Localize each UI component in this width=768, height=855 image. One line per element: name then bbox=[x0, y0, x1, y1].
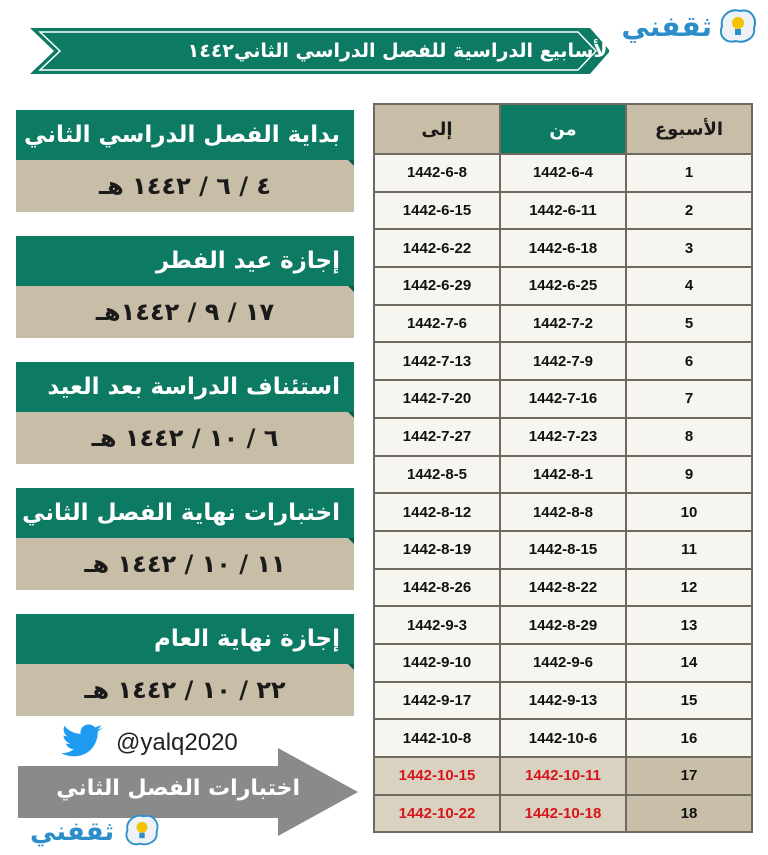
title-banner bbox=[30, 28, 614, 96]
card-date: ٦ / ١٠ / ١٤٤٢ هـ bbox=[16, 412, 354, 464]
twitter-handle[interactable]: @yalq2020 bbox=[116, 729, 238, 756]
table-row bbox=[374, 644, 752, 682]
cell-to: 1442-7-13 bbox=[374, 342, 500, 380]
cell-to: 1442-8-5 bbox=[374, 456, 500, 494]
card-semester-start bbox=[16, 110, 354, 212]
cell-week: 5 bbox=[626, 305, 752, 343]
cell-week: 8 bbox=[626, 418, 752, 456]
cell-week: 1 bbox=[626, 154, 752, 192]
cell-from: 1442-6-25 bbox=[500, 267, 626, 305]
cell-week: 10 bbox=[626, 493, 752, 531]
cell-from: 1442-8-22 bbox=[500, 569, 626, 607]
cell-to: 1442-9-17 bbox=[374, 682, 500, 720]
table-row bbox=[374, 305, 752, 343]
table-row bbox=[374, 154, 752, 192]
cell-to: 1442-6-15 bbox=[374, 192, 500, 230]
card-title: إجازة نهاية العام bbox=[16, 614, 354, 664]
table-row bbox=[374, 267, 752, 305]
table-row bbox=[374, 229, 752, 267]
cell-week: 11 bbox=[626, 531, 752, 569]
card-date: ٢٢ / ١٠ / ١٤٤٢ هـ bbox=[16, 664, 354, 716]
brand-logo-footer bbox=[30, 810, 162, 854]
cell-to: 1442-8-19 bbox=[374, 531, 500, 569]
cell-to: 1442-7-20 bbox=[374, 380, 500, 418]
card-title: استئناف الدراسة بعد العيد bbox=[16, 362, 354, 412]
cell-from: 1442-9-13 bbox=[500, 682, 626, 720]
cell-to: 1442-8-12 bbox=[374, 493, 500, 531]
cell-from: 1442-7-23 bbox=[500, 418, 626, 456]
cell-to: 1442-9-10 bbox=[374, 644, 500, 682]
lightbulb-icon bbox=[716, 4, 760, 48]
cell-from: 1442-6-18 bbox=[500, 229, 626, 267]
card-year-end-holiday bbox=[16, 614, 354, 716]
table-row bbox=[374, 606, 752, 644]
table-row bbox=[374, 418, 752, 456]
card-date: ١٧ / ٩ / ١٤٤٢هـ bbox=[16, 286, 354, 338]
cell-week: 9 bbox=[626, 456, 752, 494]
cell-from: 1442-6-11 bbox=[500, 192, 626, 230]
cell-from: 1442-7-9 bbox=[500, 342, 626, 380]
table-body bbox=[374, 154, 752, 832]
cell-from: 1442-7-2 bbox=[500, 305, 626, 343]
cell-to: 1442-9-3 bbox=[374, 606, 500, 644]
table-header-row bbox=[374, 104, 752, 154]
cell-week: 4 bbox=[626, 267, 752, 305]
table-row bbox=[374, 795, 752, 833]
cell-to: 1442-10-8 bbox=[374, 719, 500, 757]
table-row bbox=[374, 192, 752, 230]
cell-to: 1442-6-8 bbox=[374, 154, 500, 192]
weeks-table bbox=[373, 103, 751, 833]
cell-week: 14 bbox=[626, 644, 752, 682]
table-row bbox=[374, 342, 752, 380]
table-row bbox=[374, 569, 752, 607]
cell-week: 3 bbox=[626, 229, 752, 267]
cell-from: 1442-9-6 bbox=[500, 644, 626, 682]
cell-week: 17 bbox=[626, 757, 752, 795]
card-final-exams bbox=[16, 488, 354, 590]
card-study-resume bbox=[16, 362, 354, 464]
table-row bbox=[374, 380, 752, 418]
table-row bbox=[374, 493, 752, 531]
logo-text: ثقفني bbox=[621, 9, 712, 43]
cell-to: 1442-6-29 bbox=[374, 267, 500, 305]
cell-to: 1442-8-26 bbox=[374, 569, 500, 607]
cell-from: 1442-6-4 bbox=[500, 154, 626, 192]
column-header-from: من bbox=[500, 104, 626, 154]
cell-week: 18 bbox=[626, 795, 752, 833]
cell-week: 2 bbox=[626, 192, 752, 230]
card-eid-holiday bbox=[16, 236, 354, 338]
logo-text: ثقفني bbox=[30, 817, 115, 847]
cell-from: 1442-10-18 bbox=[500, 795, 626, 833]
cell-week: 6 bbox=[626, 342, 752, 380]
column-header-to: إلى bbox=[374, 104, 500, 154]
page-title: الأسابيع الدراسية للفصل الدراسي الثاني١٤٤٢ هـ bbox=[187, 40, 614, 96]
table-row bbox=[374, 719, 752, 757]
brand-logo bbox=[621, 4, 760, 48]
cell-from: 1442-8-8 bbox=[500, 493, 626, 531]
cell-to: 1442-7-6 bbox=[374, 305, 500, 343]
card-date: ١١ / ١٠ / ١٤٤٢ هـ bbox=[16, 538, 354, 590]
cell-from: 1442-8-1 bbox=[500, 456, 626, 494]
cell-from: 1442-7-16 bbox=[500, 380, 626, 418]
card-title: بداية الفصل الدراسي الثاني bbox=[16, 110, 354, 160]
cell-to: 1442-6-22 bbox=[374, 229, 500, 267]
cell-week: 7 bbox=[626, 380, 752, 418]
table-row bbox=[374, 757, 752, 795]
cell-from: 1442-8-15 bbox=[500, 531, 626, 569]
cell-from: 1442-8-29 bbox=[500, 606, 626, 644]
table-row bbox=[374, 456, 752, 494]
table-row bbox=[374, 531, 752, 569]
table-row bbox=[374, 682, 752, 720]
cell-to: 1442-10-15 bbox=[374, 757, 500, 795]
card-title: إجازة عيد الفطر bbox=[16, 236, 354, 286]
cell-week: 16 bbox=[626, 719, 752, 757]
cell-from: 1442-10-11 bbox=[500, 757, 626, 795]
cell-from: 1442-10-6 bbox=[500, 719, 626, 757]
cell-week: 13 bbox=[626, 606, 752, 644]
card-date: ٤ / ٦ / ١٤٤٢ هـ bbox=[16, 160, 354, 212]
cell-to: 1442-10-22 bbox=[374, 795, 500, 833]
column-header-week: الأسبوع bbox=[626, 104, 752, 154]
lightbulb-icon bbox=[118, 810, 162, 854]
exam-arrow-label: اختبارات الفصل الثاني bbox=[56, 776, 300, 801]
cell-week: 12 bbox=[626, 569, 752, 607]
card-title: اختبارات نهاية الفصل الثاني bbox=[16, 488, 354, 538]
cell-week: 15 bbox=[626, 682, 752, 720]
cell-to: 1442-7-27 bbox=[374, 418, 500, 456]
